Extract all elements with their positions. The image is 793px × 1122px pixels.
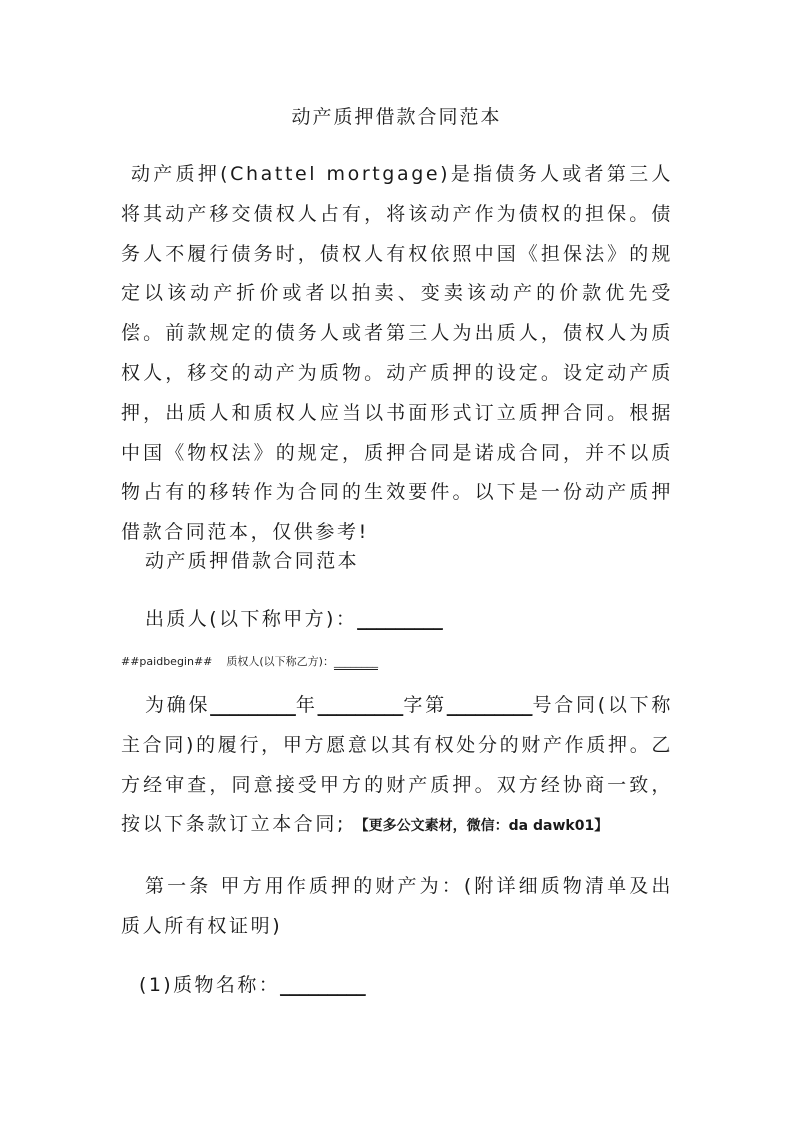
document-title: 动产质押借款合同范本 — [291, 106, 502, 128]
party-a-label: 出质人(以下称甲方)： — [145, 608, 358, 630]
number-blank: _________ — [446, 694, 533, 716]
item-1-label: (1)质物名称： — [139, 974, 281, 996]
party-b-blank: ________ — [333, 655, 378, 668]
section-subtitle: 动产质押借款合同范本 — [145, 550, 360, 572]
article-1: 第一条 甲方用作质押的财产为：(附详细质物清单及出质人所有权证明) — [121, 875, 673, 937]
item-1-line — [115, 970, 366, 997]
party-a-line — [121, 604, 443, 631]
purpose-paragraph — [121, 686, 673, 847]
party-b-line — [121, 653, 378, 669]
wechat-note: 【更多公文素材，微信：da dawk01】 — [354, 818, 609, 835]
purpose-text-4: 号合同(以下称主合同)的履行，甲方愿意以其有权处分的财产作质押。乙方经审查，同意接受甲方的财产质押。双方经协商一致，按以下条款订立本合同; — [121, 694, 673, 836]
year-blank: _________ — [210, 694, 296, 716]
party-a-blank: _________ — [357, 608, 443, 630]
purpose-text-1: 为确保 — [145, 694, 211, 716]
char-blank: _________ — [317, 694, 404, 716]
party-b-label: 质权人(以下称乙方)： — [226, 655, 334, 668]
intro-paragraph: 动产质押(Chattel mortgage)是指债务人或者第三人将其动产移交债权人占有，将该动产作为债权的担保。债务人不履行债务时，债权人有权依照中国《担保法》的规定以该动产折价或者以拍卖、变卖该动产的价款优先受 偿。前款规定的债务人或者第三人为出质人，债权人为质权人，移交的动产为质物。动产质押的设定。设定动产质押，出质人和质权人应当以书面形式订立质押合同。根据中国《物权法》的规定，质押合同是诺成合同，并不以质物占有的移转作为合同的生效要件。以下是一份动产质押借款合同范本，仅供参考! — [121, 163, 673, 544]
item-1-blank: _________ — [280, 974, 366, 996]
purpose-text-3: 字第 — [403, 694, 447, 716]
paid-marker: ##paidbegin## — [121, 655, 213, 668]
purpose-text-2: 年 — [295, 694, 318, 716]
